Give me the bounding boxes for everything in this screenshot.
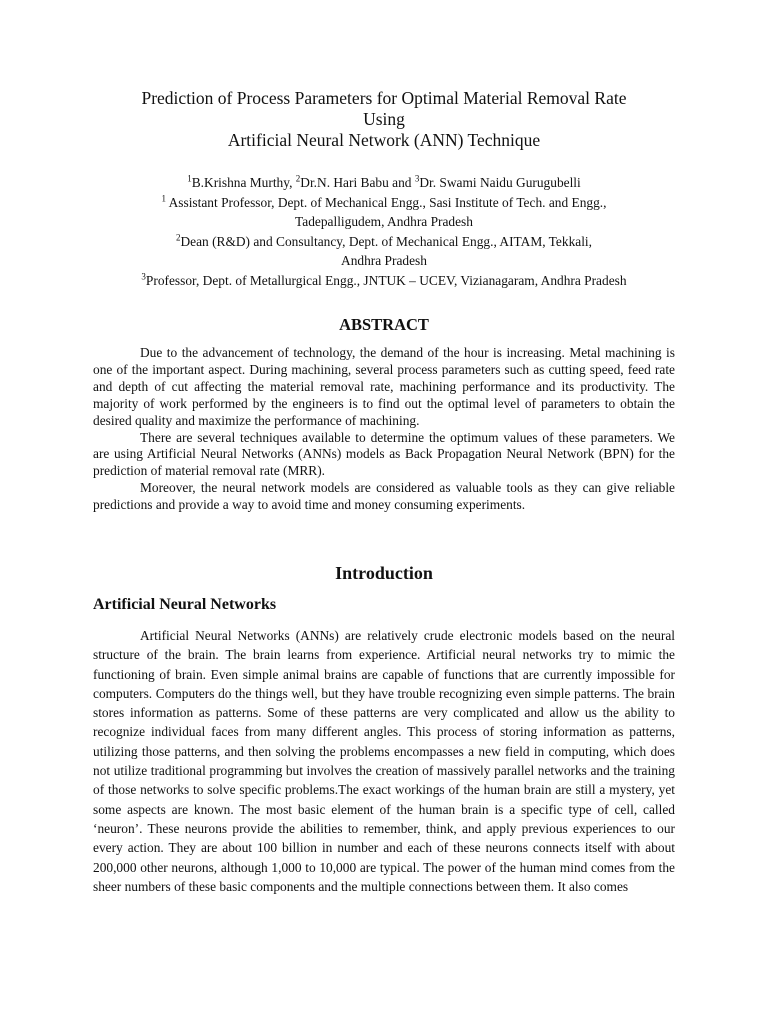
abstract-paragraph-3: Moreover, the neural network models are considered as valuable tools as they can give reliable predictions and provide a way to avoid time and money consuming experiments. xyxy=(93,480,675,513)
affiliation-2-line-2: Andhra Pradesh xyxy=(341,253,427,268)
author-names xyxy=(60,173,708,193)
affiliation-3-line-1 xyxy=(60,271,708,291)
affiliation-1-line-2: Tadepalligudem, Andhra Pradesh xyxy=(295,214,473,229)
introduction-paragraph-1: Artificial Neural Networks (ANNs) are relatively crude electronic models based on the neural structure of the brain. The brain learns from experience. Artificial neural networks try to mimic the functioning of brain. Even simple animal brains are capable of functions that are currently impossible for computers. Computers do the things well, but they have trouble recognizing even simple patterns. The brain stores information as patterns. Some of these patterns are very complicated and allow us the ability to recognize individual faces from many different angles. This process of storing information as patterns, utilizing those patterns, and then solving the problems encompasses a new field in computing, which does not utilize traditional programming but involves the creation of massively parallel networks and the training of those networks to solve specific problems.The exact workings of the human brain are still a mystery, yet some aspects are known. The most basic element of the human brain is a specific type of cell, called ‘neuron’. These neurons provide the abilities to remember, think, and apply previous experiences to our every action. They are about 100 billion in number and each of these neurons connects itself with about 200,000 other neurons, although 1,000 to 10,000 are typical. The power of the human mind comes from the sheer numbers of these basic components and the multiple connections between them. It also comes xyxy=(93,628,675,894)
affiliation-1-superscript: 1 xyxy=(161,193,167,204)
title-line-3: Artificial Neural Network (ANN) Technique xyxy=(227,130,541,150)
affiliation-3-superscript: 3 xyxy=(141,271,146,282)
affiliation-1-line-1 xyxy=(60,193,708,213)
affiliation-2-superscript: 2 xyxy=(175,232,181,243)
abstract-paragraph-2: There are several techniques available to determine the optimum values of these parameters. We are using Artificial Neural Networks (ANNs) models as Back Propagation Neural Network (BPN) for the prediction of material removal rate (MRR). xyxy=(93,429,675,479)
affiliation-2-text: Dean (R&D) and Consultancy, Dept. of Mechanical Engg., AITAM, Tekkali, xyxy=(180,233,592,249)
title-line-2: Using xyxy=(363,109,405,129)
author-block xyxy=(60,173,708,290)
paper-title xyxy=(60,88,708,151)
author-1-name: B.Krishna Murthy, xyxy=(191,175,296,190)
author-2-superscript: 2 xyxy=(295,173,301,184)
ann-subheading: Artificial Neural Networks xyxy=(93,596,277,613)
title-line-1: Prediction of Process Parameters for Optimal Material Removal Rate xyxy=(141,88,627,108)
affiliation-3-text: Professor, Dept. of Metallurgical Engg., JNTUK – UCEV, Vizianagaram, Andhra Pradesh xyxy=(145,272,627,288)
abstract-body xyxy=(93,345,675,514)
abstract-heading: ABSTRACT xyxy=(339,315,429,334)
introduction-heading: Introduction xyxy=(335,563,433,583)
abstract-paragraph-1: Due to the advancement of technology, the demand of the hour is increasing. Metal machining is one of the important aspect. During machining, several process parameters such as cutting speed, feed rate and depth of cut affecting the material removal rate, machining performance and its productivity. The majority of work performed by the engineers is to find out the optimal level of parameters to obtain the desired quality and maximize the performance of machining. xyxy=(93,345,675,428)
author-3-superscript: 3 xyxy=(414,173,420,184)
affiliation-1-text: Assistant Professor, Dept. of Mechanical Engg., Sasi Institute of Tech. and Engg., xyxy=(166,194,607,210)
affiliation-2-line-1 xyxy=(60,232,708,252)
author-3-name: Dr. Swami Naidu Gurugubelli xyxy=(419,175,581,190)
introduction-body xyxy=(93,626,675,896)
author-1-superscript: 1 xyxy=(187,173,192,184)
author-2-name: Dr.N. Hari Babu and xyxy=(300,175,415,190)
